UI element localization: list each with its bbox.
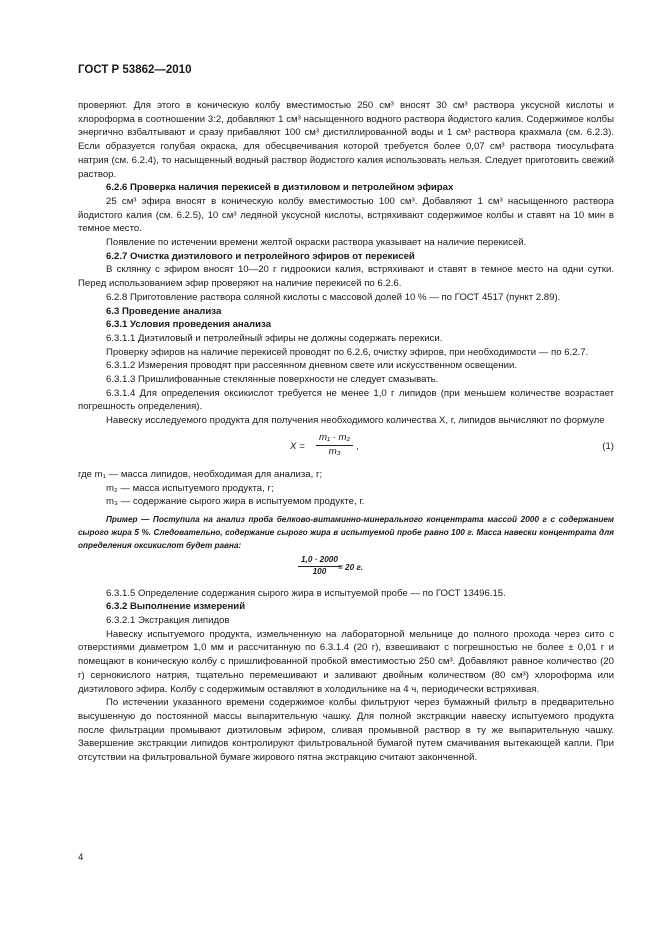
paragraph: 6.3.2.1 Экстракция липидов (106, 615, 230, 626)
section-heading: 6.3 Проведение анализа (106, 305, 222, 317)
section-heading: 6.3.2 Выполнение измерений (106, 601, 246, 613)
formula-1 (78, 428, 614, 468)
paragraph: 6.3.1.2 Измерения проводят при рассеянном дневном свете или искусственном освещении. (106, 360, 518, 372)
section-heading: 6.3.1 Условия проведения анализа (106, 319, 272, 331)
paragraph: 6.3.1.5 Определение содержания сырого жира в испытуемой пробе — по ГОСТ 13496.15. (106, 587, 506, 599)
formula-denominator: 100 (312, 566, 327, 576)
page-number: 4 (78, 852, 84, 863)
paragraph: Навеску исследуемого продукта для получения необходимого количества X, г, липидов вычисляют по формуле (106, 415, 605, 427)
paragraph: 6.3.1.3 Пришлифованные стеклянные поверхности не следует смазывать. (106, 374, 439, 386)
definition: где m₁ — масса липидов, необходимая для анализа, г; (78, 468, 323, 480)
paragraph: Появление по истечении времени желтой окраски раствора указывает на наличие перекисей. (106, 237, 527, 249)
example-text: Пример — Поступила на анализ проба белково-витаминно-минерального концентрата массой 2000 г с содержанием сырого жира 5 %. Следовательно, содержание сырого жира в испытуемой пробе равно 100 г. Масса навески концентрата для определения оксикислот будет равна: (78, 514, 614, 551)
formula-tail: , (356, 440, 359, 452)
formula-denominator: m₃ (328, 445, 341, 457)
paragraph: По истечении указанного времени содержимое колбы фильтруют через бумажный фильтр в предварительно высушенную до постоянной массы выпарительную чашку. Для полной экстракции навеску испытуемого продукта после фильтрации промывают диэтиловым эфиром, сливая промывной раствор в ту же выпарительную чашку. Завершение экстракции липидов контролируют фильтровальной бумагой путем смачивания вытекающей капли. При отсутствии на фильтровальной бумаге жирового пятна экстракцию считают законченной. (78, 697, 614, 764)
formula-numerator: m₁ · m₂ (316, 432, 353, 446)
definitions (78, 468, 614, 509)
document-page (78, 64, 614, 765)
paragraph: Проверку эфиров на наличие перекисей проводят по 6.2.6, очистку эфиров, при необходимости — по 6.2.7. (106, 346, 589, 358)
formula-2 (78, 553, 614, 587)
definition: m₃ — содержание сырого жира в испытуемом продукте, г. (106, 496, 365, 508)
formula-fraction (298, 555, 341, 576)
definition: m₂ — масса испытуемого продукта, г; (106, 482, 274, 494)
section-heading: 6.2.7 Очистка диэтилового и петролейного эфиров от перекисей (106, 250, 415, 262)
formula-rhs: = 20 г. (338, 562, 363, 572)
paragraph: Навеску испытуемого продукта, измельченную на лабораторной мельнице до полного прохода через сито с отверстиями диаметром 1,0 мм и рассчитанную по 6.3.1.4 (20 г), взвешивают с погрешностью не более ± 0,01 г и помещают в коническую колбу с пришлифованной пробкой вместимостью 250 см³. Добавляют равное количество (20 г) сернокислого натрия, тщательно перемешивают и заливают двойным количеством (80 см³) хлороформа или диэтилового эфира. Колбу с содержимым оставляют в холодильнике на 4 ч, периодически встряхивая. (78, 628, 614, 695)
formula-fraction (316, 432, 353, 457)
paragraph: 25 см³ эфира вносят в коническую колбу вместимостью 100 см³. Добавляют 1 см³ насыщенного раствора йодистого калия (см. 6.2.5), 10 см³ ледяной уксусной кислоты, встряхивают содержимое колбы и ставят на 10 мин в темное место. (78, 195, 614, 235)
section-heading: 6.2.6 Проверка наличия перекисей в диэтиловом и петролейном эфирах (106, 182, 454, 194)
formula-number: (1) (602, 440, 614, 452)
formula-numerator: 1,0 · 2000 (298, 555, 341, 567)
paragraph: 6.3.1.4 Для определения оксикислот требуется не менее 1,0 г липидов (при меньшем количестве возрастает погрешность определения). (78, 387, 614, 413)
paragraph: 6.2.8 Приготовление раствора соляной кислоты с массовой долей 10 % — по ГОСТ 4517 (пункт 2.89). (106, 291, 561, 303)
paragraph: 6.3.1.1 Диэтиловый и петролейный эфиры не должны содержать перекиси. (106, 332, 443, 344)
document-header: ГОСТ Р 53862—2010 (78, 64, 192, 76)
formula-lhs: X = (290, 440, 305, 452)
paragraph: В склянку с эфиром вносят 10—20 г гидроокиси калия, встряхивают и ставят в темное место на одни сутки. Перед использованием эфир проверяют на наличие перекисей по 6.2.6. (78, 264, 614, 290)
paragraph: проверяют. Для этого в коническую колбу вместимостью 250 см³ вносят 30 см³ раствора уксусной кислоты и хлороформа в соотношении 3:2, добавляют 1 см³ насыщенного водного раствора йодистого калия. Содержимое колбы энергично взбалтывают и сразу прибавляют 100 см³ дистиллированной воды и 1 см³ раствора крахмала (см. 6.2.3). Если образуется голубая окраска, для обесцвечивания которой требуется более 0,07 см³ раствора тиосульфата натрия (см. 6.2.4), то насыщенный водный раствор йодистого калия использовать нельзя. Следует приготовить свежий раствор. (78, 100, 614, 180)
